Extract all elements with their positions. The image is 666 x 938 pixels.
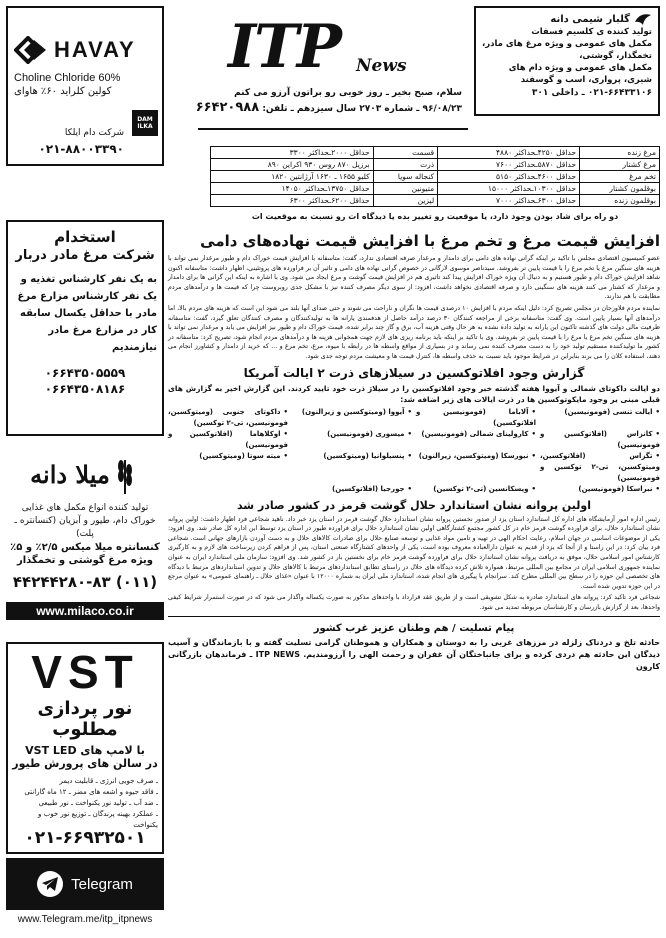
list-item: • میسوری (فومونیسین): [292, 429, 412, 451]
list-item: • اوکلاهاما (افلاتوکسین و فومونیسین): [168, 429, 288, 451]
hiring-phone-1: ۰۶۶۴۳۵۰۵۵۵۹: [44, 366, 126, 380]
ad-column: [6, 6, 164, 932]
vst-led-ad[interactable]: [6, 642, 164, 854]
table-cell: کلبو ۱۶۵۵ ـ ۱۶۳۰ آرژانتین ۱۸۲۰: [211, 171, 374, 183]
article-3-paragraph-2: شجاعی فرد تاکید کرد: پروانه های استاندارد صادره به شکل تشویقی است و از طریق عقد قرارداد با واحدهای مذکور به صورت یکساله واگذار می شود که در صورت استمرار شرایط کیفی واحدها، بعد از گزارش بازرسان و کارشناسان مربوطه تمدید می شود.: [168, 594, 660, 611]
vst-phone: ۰۲۱-۶۶۹۳۲۵۰۱: [24, 828, 146, 848]
golbar-shimi-name: گلبار شیمی دانه: [550, 13, 630, 25]
table-row: [211, 159, 660, 171]
golbar-shimi-line-2: مکمل های عمومی و ویژه مرغ های مادر، تخمگذار، گوشتی،: [481, 39, 652, 61]
table-cell: حداقل ۴۲۵۰ـحداکثر ۴۸۸۰: [438, 147, 580, 159]
golbar-shimi-line-3: مکمل های عمومی و ویژه دام های شیری، پرواری، اسب و گوسفند: [508, 63, 652, 85]
havay-brand: HAVAY: [54, 37, 136, 62]
article-2-title: گزارش وجود افلاتوکسین در سیلازهای ذرت ۲ ایالت آمریکا: [243, 365, 585, 380]
wheat-icon: [110, 454, 140, 494]
divider: [168, 616, 660, 617]
condolence-title: پیام تسلیت / هم وطنان عزیز غرب کشور: [313, 623, 515, 635]
masthead-phone: ۶۶۴۲۰۹۸۸: [195, 100, 260, 115]
state-list: [168, 407, 660, 495]
table-cell: مرغ زنده: [580, 147, 660, 159]
table-cell: ذرت: [373, 159, 437, 171]
havay-diamond-icon: [14, 36, 48, 64]
milad-dane-ad[interactable]: [6, 446, 164, 618]
table-row: [211, 171, 660, 183]
vst-title: نور پردازی مطلوب: [37, 698, 133, 740]
article-3-title: اولین پروانه نشان استاندارد حلال گوشت قرمز در کشور صادر شد: [236, 498, 592, 512]
golbar-shimi-phone: ۰۲۱-۶۶۴۳۳۱۰۶ ـ داخلی ۳۰۱: [531, 88, 652, 98]
dam-ilka-logo: DAM ILKA: [132, 110, 158, 136]
list-item: • ایالت تنسی (فومونیسین): [540, 407, 660, 429]
quote-of-day: دو راه برای شاد بودن وجود دارد، یا موقعیت رو تغییر بده یا دیدگاه ات رو نسبت به موقعیت ات: [251, 212, 619, 221]
golbar-shimi-ad[interactable]: [474, 6, 660, 116]
article-2-intro: دو ایالت داکوتای شمالی و آیووا هفته گذشته خبر وجود افلاتوکسین را در سیلاژ ذرت خود تایید کردند. این گزارش اخیر به گزارش های قبلی مبنی بر وجود مایکوتوکسین ها در ذرت ایالات های زیر اضافه شد:: [168, 383, 660, 404]
telegram-label: Telegram: [71, 875, 133, 893]
itp-news-logo: [228, 12, 428, 82]
list-item: • تگزاس (افلاتوکسین، ومیتوکسین، تی-۲ توکسین و فومونیسین): [540, 451, 660, 484]
havay-logo: [14, 36, 156, 64]
list-item: • میته سوتا (ومیتوکسین): [168, 451, 288, 484]
table-cell: حداقل ۶۲۰۰ـحداکثر ۶۳۰۰: [211, 195, 374, 207]
table-cell: لیزین: [373, 195, 437, 207]
hiring-body: به یک نفر کارشناس تغذیه و یک نفر کارشناس مزارع مرغ مادر با حداقل یکسال سابقه کار در مزارع مرغ مادر نیازمندیم: [17, 274, 157, 353]
table-cell: حداقل ۱۳۷۵۰ـحداکثر ۱۴۰۵۰: [211, 183, 374, 195]
table-row: [211, 183, 660, 195]
telegram-banner[interactable]: [6, 858, 164, 910]
list-item: • کانزاس (افلاتوکسین و فومونیسین): [540, 429, 660, 451]
vst-feature-list: [12, 776, 158, 831]
masthead-greeting: سلام، صبح بخیر ـ روز خوبی رو براتون آرزو می کنم: [234, 88, 462, 98]
bird-icon: [634, 12, 652, 26]
table-row: [211, 147, 660, 159]
vst-feature: ـ ضد آب ـ تولید نور یکنواخت ـ نور طبیعی: [38, 799, 158, 807]
golbar-shimi-logo: [482, 12, 652, 26]
article-1-paragraph-2: نماینده مردم فلاورجان در مجلس تصریح کرد: دلیل اینکه مردم با افزایش ۱۰ درصدی قیمت ها نگران و ناراحت می شوند و حتی صدای آنها بلند می شود این است که هزینه های مردم بالا، اما درآمدهای آنها بسیار پایین است. وی گفت: متاسفانه برخی از مراجعه کنندگان ۳۰ درصد درآمد حاصل از هدفمندی یارانه ها به تولیدکنندگان و مصرف کنندگان تعلق گیرد، گفت: متاسفانه ظرفیت مالی دولت های گذشته تاکنون این یارانه به تولید داده نشده به هر حال وقتی هزینه آب، برق و گاز چند برابر شده، قیمت خوراک دام و طیور نیز افزایش می یابد و مرغدار نمی تواند با هزینه های سنگین تخم مرغ یا مرغ را با قیمت پایین تر بفروشد. وی با تاکید بر اینکه باید برنامه ریزی های لازم جهت همخوانی هزینه ها و درآمدهای مردم انجام شود، تصریح کرد: متاسفانه در کشور ما تولیدکننده مستقیم تولید خود را به دست مصرف کننده نمی رساند و در بسیاری از مواقع واسطه ها در رابطه با میوه، مرغ، تخم مرغ و ... که خرید از دامدار و کشاورز انجام می دهند، استفاده کلان را می برند بنابراین در شرایط موجود باید نسبت به حذف واسطه ها، کنترل قیمت ها و معیشت مردم توجه جدی شود.: [168, 304, 661, 360]
vst-feature: ـ صرف جویی انرژی ـ قابلیت دیمر: [59, 777, 158, 785]
golbar-shimi-line-1: تولید کننده ی کلسیم فسفات: [531, 27, 652, 37]
article-1-paragraph-1: عضو کمیسیون اقتصادی مجلس با تاکید بر اینکه گرانی نهاده های دامی برای دامدار و مرغدار صرفه اقتصادی ندارد، گفت: متاسفانه با افزایش قیمت خوراک دام و طیور مرغدار نمی تواند با هزینه های سنگین مرغ یا تخم مرغ را با قیمت پایین تر بفروشد. سیدناصر موسوی لارگانی در خصوص گرانی نهاده های دامی و تاثیر آن بر فراورده های پروتئینی، اظهار داشت: متاسفانه اکنون شاهد افزایش خوراک دام و طیور هستیم و به دنبال آن ویژه خوراک افزایش پیدا کند تاثیری هم در افزایش قیمت گوشت و مرغ ایجاد می شود. وی با اشاره به اینکه این گرانی ها برای دامدار و مرغدار که کشتار می کنند هزینه های سنگینی دارد و صرفه اقتصادی نخواهد داشت، افزود: از سوی دیگر مصرف کننده نیز با مشکل جدی روبروست چرا که قیمت ها و درآمدهای مردم مطابقت با هم ندارند.: [168, 255, 660, 301]
price-table: [210, 146, 660, 207]
table-cell: حداقل ۵۸۷۰ـحداکثر ۷۶۰۰: [438, 159, 580, 171]
milad-dane-brand: میلا دانه: [30, 459, 110, 489]
issue-info: ۹۶/۰۸/۲۳ ـ شماره ۲۷۰۳ سال سیزدهم ـ تلفن:: [262, 104, 462, 114]
table-cell: حداقل ۲۰۰۰ـحداکثر ۳۳۰۰: [211, 147, 374, 159]
table-cell: کنجاله سویا: [373, 171, 437, 183]
list-item: • کارولینای شمالی (فومونیسین): [416, 429, 536, 451]
header-divider: [198, 128, 468, 130]
milad-line-4: ویژه مرغ گوشتی و تخمگذار: [16, 555, 154, 566]
vst-subtitle-2: در سالن های پرورش طیور: [12, 757, 158, 770]
list-item: • نبورسکا (ومیتوکسین، زیرالنون): [416, 451, 536, 484]
article-3-paragraph-1: رئیس اداره امور آزمایشگاه های اداره کل استاندارد استان یزد از صدور نخستین پروانه نشان استاندارد حلال گوشت قرمز در استان یزد خبر داد. ناهید شجاعی فرد اظهار داشت: اولین پروانه نشان استاندارد حلال، برای فراورده گوشت قرمز خام در کل کشور مجتمع کشتارگاهی اولین نشان استاندارد حلال برای فراورده طیور در استان یزد توسط این اداره کل صادر شد. وی افزود: یکی از موضوعات اساسی در جهان اسلام، رعایت احکام الهی در تهیه و تامین مواد غذایی و توسعه صنایع حلال برای صادرات کالاهای حلال و به دست آوردن بازارهای جهانی است. شجاعی فرد بیان کرد: در این راستا و از آنجا که یزد از قدیم به عنوان دارالعباده معروف بوده است، یکی از واحدهای کشتارگاه صنعتی استان، پس از فراهم کردن زیرساخت های لازم و به کارگیری کارشناس امور اسلامی حلال، موفق به دریافت پروانه نشان استاندارد حلال برای فراورده گوشت قرمز خام برای نخستین بار در کشور شد. وی افزود: سازمان ملی استاندارد ایران به عنوان نماینده جمهوری اسلامی ایران در مجامع بین المللی مرتبط، همواره تلاش کرده دیدگاه های حلال در راستای تطابق استانداردهای مرتبط با کالاهای حلال و تدوین استانداردهای مرتبط با دیدگاه های تخصصی این حوزه را در سطح بین المللی مطرح کند. سرانجام با پیگیری های انجام شده، استاندارد ملی ایران به شماره ۱۲۰۰۰ با عنوان «غذای حلال ـ راهنمای عمومی» به عنوان مرجع در این حوزه تدوین شده است.: [168, 515, 660, 590]
havay-ad[interactable]: [6, 6, 164, 166]
list-item: • آیووا (ومیتوکسین و زیرالنون): [292, 407, 412, 429]
masthead: [168, 6, 660, 142]
vst-subtitle-1: با لامپ های VST LED: [25, 744, 145, 757]
milad-line-3: کنسانتره میلا میکس ۲/۵٪ و ۵٪: [10, 542, 160, 553]
list-item: • داکوتای جنوبی (ومیتوکسین، فومونیسین، تی-۲ توکسین): [168, 407, 288, 429]
table-cell: برزیل ۸۷۰ روس ۹۳۰ اکراین ۸۹۰: [211, 159, 374, 171]
table-cell: تخم مرغ: [580, 171, 660, 183]
table-cell: بوقلمون کشتار: [580, 183, 660, 195]
table-cell: مرغ کشتار: [580, 159, 660, 171]
telegram-icon: [37, 871, 63, 897]
itp-logo-sub: News: [356, 56, 407, 76]
havay-product-en: Choline Chloride 60%: [14, 72, 121, 84]
hiring-title: استخدام: [54, 228, 116, 246]
condolence-text: حادثه تلخ و دردناک زلزله در مرزهای غربی را به دوستان و همکاران و هموطنان گرامی تسلیت گفته و با بازماندگان و آسیب دیدگان این حادثه هم دردی کرده و برای جانباختگان آن غفران و رحمت الهی را آرزومندیم. ITP NEWS ـ فرماندهان بازرگانی کارون: [168, 638, 661, 672]
hiring-phone-2: ۰۶۶۴۳۵۰۸۱۸۶: [44, 382, 126, 396]
list-item: • جورجیا (افلاتوکسین): [292, 484, 412, 495]
hiring-company: شرکت مرغ مادر دربار: [15, 248, 155, 263]
vst-logo: VST: [31, 646, 139, 698]
table-cell: حداقل ۱۰۳۰۰ـحداکثر ۱۵۰۰۰: [438, 183, 580, 195]
table-cell: بوقلمون زنده: [580, 195, 660, 207]
itp-logo-main: ITP: [228, 12, 340, 82]
milad-line-1: تولید کننده انواع مکمل های غذایی: [21, 503, 149, 513]
table-row: [211, 195, 660, 207]
havay-product-fa: کولین کلراید ۶۰٪ هاوای: [14, 86, 112, 97]
vst-feature: ـ عملکرد بهینه پرندگان ـ توزیع نور خوب و یکنواخت: [38, 810, 158, 829]
milad-website-link[interactable]: www.milaco.co.ir: [6, 602, 164, 620]
milad-phone: (۰۱۱) ۴۴۲۴۴۲۸۰-۸۳: [12, 573, 158, 591]
table-cell: قسمت: [373, 147, 437, 159]
havay-phone: ۰۲۱-۸۸۰۰۳۳۹۰: [38, 142, 124, 156]
list-item: • پنسیلوانیا (ومیتوکسین): [292, 451, 412, 484]
list-item: • نبراسکا (فومونیسین): [540, 484, 660, 495]
vst-feature: ـ فاقد جیوه و اشعه های مضر ـ ۱۲ ماه گارانتی: [24, 788, 158, 796]
milad-dane-logo: [6, 446, 164, 502]
telegram-url-link[interactable]: www.Telegram.me/itp_itpnews: [17, 914, 153, 925]
milad-line-2: خوراک دام، طیور و آبزیان (کنسانتره ـ پلت): [14, 516, 156, 539]
articles: [168, 228, 660, 673]
masthead-meta: [192, 100, 462, 115]
hiring-ad[interactable]: [6, 220, 164, 436]
list-item: • آلاباما (فومونیسین و افلاتوکسین): [416, 407, 536, 429]
havay-company: شرکت دام ایلکا: [64, 128, 124, 138]
article-1-title: افزایش قیمت مرغ و تخم مرغ با افزایش قیمت نهاده‌های دامی: [200, 232, 660, 250]
table-cell: متیونین: [373, 183, 437, 195]
table-cell: حداقل ۴۶۰۰ـحداکثر ۵۱۵۰: [438, 171, 580, 183]
list-item: • ویسکانسین (تی-۲ توکسین): [416, 484, 536, 495]
table-cell: حداقل ۶۳۰۰ـحداکثر ۷۰۰۰: [438, 195, 580, 207]
